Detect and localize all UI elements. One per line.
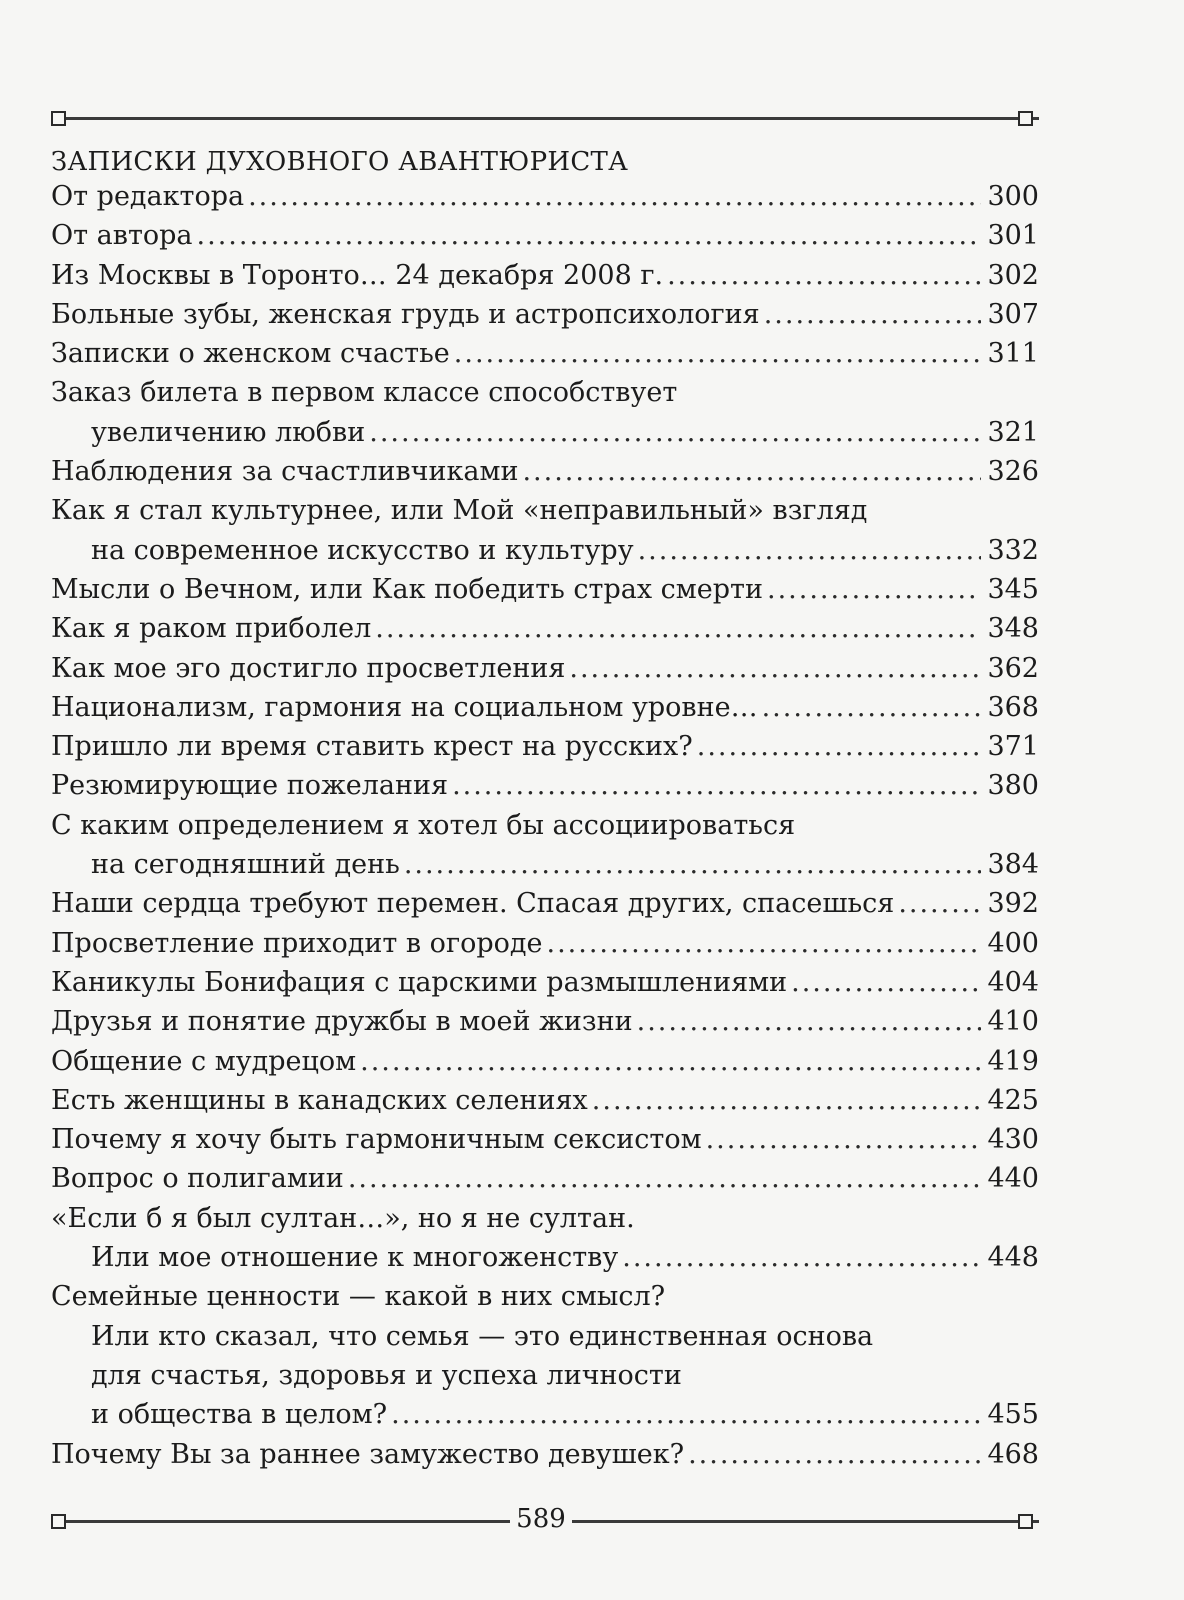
- toc-entry-title: Резюмирующие пожелания: [51, 770, 449, 802]
- top-left-ornament: [51, 111, 66, 126]
- toc-entry: [51, 770, 1039, 809]
- toc-entry-page: 410: [987, 1006, 1039, 1038]
- dot-leader: [764, 299, 982, 330]
- toc-entry-title: «Если б я был султан…», но я не султан.: [51, 1202, 635, 1234]
- toc-entry-page: 468: [987, 1438, 1039, 1470]
- toc-entry: [51, 1006, 1039, 1045]
- toc-entry-title: С каким определением я хотел бы ассоциироваться: [51, 809, 796, 841]
- toc-entry-page: 300: [987, 181, 1039, 212]
- toc-entry-title: для счастья, здоровья и успеха личности: [91, 1359, 682, 1391]
- dot-leader: [569, 653, 981, 684]
- toc-entry: [51, 417, 1039, 456]
- toc-entry-page: 430: [987, 1124, 1039, 1156]
- toc-entry: [51, 1046, 1039, 1085]
- toc-entry: [51, 1124, 1039, 1163]
- toc-entry-title: Пришло ли время ставить крест на русских?: [51, 731, 693, 763]
- toc-entry: [51, 220, 1039, 259]
- toc-entry-title: и общества в целом?: [91, 1399, 388, 1431]
- toc-entry-title: на современное искусство и культуру: [91, 534, 634, 566]
- toc-entry: [51, 1281, 1039, 1320]
- dot-leader: [898, 888, 981, 919]
- bottom-left-ornament: [51, 1514, 66, 1529]
- toc-entry: [51, 928, 1039, 967]
- toc-entry: [51, 181, 1039, 220]
- toc-entry-title: Из Москвы в Торонто… 24 декабря 2008 г.: [51, 259, 664, 291]
- toc-entry-page: 380: [987, 770, 1039, 802]
- toc-entry-page: 301: [987, 220, 1039, 252]
- toc-entry-page: 326: [987, 456, 1039, 488]
- toc-entry-title: Вопрос о полигамии: [51, 1163, 344, 1195]
- dot-leader: [637, 1006, 982, 1037]
- toc-entry-page: 345: [987, 573, 1039, 605]
- toc-entry-page: 302: [987, 259, 1039, 291]
- toc-entry-title: Каникулы Бонифация с царскими размышлениями: [51, 966, 788, 998]
- dot-leader: [369, 417, 981, 448]
- toc-entry: [51, 888, 1039, 927]
- top-rule: [57, 117, 1039, 120]
- toc-entry: [51, 377, 1039, 416]
- dot-leader: [197, 220, 982, 251]
- dot-leader: [688, 1439, 981, 1470]
- top-right-ornament: [1018, 111, 1033, 126]
- toc-entry: [51, 692, 1039, 731]
- toc-entry-title: на сегодняшний день: [91, 849, 400, 881]
- toc-entry: [51, 1360, 1039, 1399]
- toc-entry-title: От автора: [51, 220, 193, 252]
- toc-entry-page: 419: [987, 1045, 1039, 1077]
- toc-entry: [51, 1321, 1039, 1360]
- toc-entry: [51, 338, 1039, 377]
- dot-leader: [375, 613, 981, 644]
- dot-leader: [452, 770, 981, 801]
- bottom-right-ornament: [1018, 1514, 1033, 1529]
- toc-entry: [51, 613, 1039, 652]
- toc-entry: [51, 574, 1039, 613]
- toc-entry: [51, 967, 1039, 1006]
- toc-entry-title: Общение с мудрецом: [51, 1045, 357, 1077]
- toc-entry-title: Семейные ценности — какой в них смысл?: [51, 1281, 666, 1313]
- toc-entry-page: 311: [987, 338, 1039, 370]
- toc-entry-page: 332: [987, 534, 1039, 566]
- dot-leader: [391, 1399, 981, 1430]
- dot-leader: [360, 1046, 981, 1077]
- dot-leader: [638, 535, 982, 566]
- toc-entry-page: 448: [987, 1242, 1039, 1274]
- dot-leader: [522, 456, 981, 487]
- section-title: ЗАПИСКИ ДУХОВНОГО АВАНТЮРИСТА: [51, 147, 629, 177]
- toc-entry-title: Друзья и понятие дружбы в моей жизни: [51, 1006, 633, 1038]
- toc-entry-title: Как мое эго достигло просветления: [51, 652, 566, 684]
- dot-leader: [667, 260, 981, 291]
- toc-entry: [51, 1439, 1039, 1478]
- toc-entry-title: Больные зубы, женская грудь и астропсихология: [51, 298, 760, 330]
- toc-entry-title: Почему Вы за раннее замужество девушек?: [51, 1438, 685, 1470]
- table-of-contents: [51, 181, 1039, 1478]
- toc-entry: [51, 1242, 1039, 1281]
- toc-entry-page: 440: [987, 1163, 1039, 1195]
- dot-leader: [762, 692, 982, 723]
- toc-entry-title: От редактора: [51, 181, 245, 212]
- toc-entry-page: 384: [987, 849, 1039, 881]
- dot-leader: [697, 731, 982, 762]
- dot-leader: [454, 338, 982, 369]
- toc-entry-title: Наши сердца требуют перемен. Спасая других, спасешься: [51, 888, 895, 920]
- toc-entry-page: 371: [987, 731, 1039, 763]
- toc-entry-page: 348: [987, 613, 1039, 645]
- toc-entry-page: 455: [987, 1399, 1039, 1431]
- dot-leader: [546, 928, 981, 959]
- dot-leader: [706, 1124, 982, 1155]
- toc-entry-title: Заказ билета в первом классе способствует: [51, 377, 678, 409]
- toc-entry-page: 400: [987, 927, 1039, 959]
- toc-entry: [51, 1203, 1039, 1242]
- toc-entry: [51, 810, 1039, 849]
- toc-entry: [51, 1085, 1039, 1124]
- toc-entry: [51, 495, 1039, 534]
- dot-leader: [404, 849, 982, 880]
- toc-entry-title: Почему я хочу быть гармоничным сексистом: [51, 1124, 702, 1156]
- toc-entry-page: 362: [987, 652, 1039, 684]
- toc-entry-page: 404: [987, 966, 1039, 998]
- toc-entry: [51, 456, 1039, 495]
- toc-entry: [51, 653, 1039, 692]
- toc-entry-title: Как я раком приболел: [51, 613, 372, 645]
- toc-entry-title: Записки о женском счастье: [51, 338, 450, 370]
- toc-entry: [51, 1163, 1039, 1202]
- toc-entry-title: Просветление приходит в огороде: [51, 927, 543, 959]
- toc-entry-title: Национализм, гармония на социальном уровне…: [51, 691, 758, 723]
- toc-entry: [51, 1399, 1039, 1438]
- toc-entry: [51, 535, 1039, 574]
- page-number: 589: [510, 1504, 572, 1534]
- dot-leader: [622, 1242, 981, 1273]
- toc-entry: [51, 849, 1039, 888]
- toc-entry-title: Мысли о Вечном, или Как победить страх смерти: [51, 573, 763, 605]
- toc-entry: [51, 260, 1039, 299]
- toc-entry-title: увеличению любви: [91, 416, 366, 448]
- toc-entry-title: Есть женщины в канадских селениях: [51, 1084, 588, 1116]
- toc-entry-title: Или мое отношение к многоженству: [91, 1242, 619, 1274]
- toc-entry: [51, 299, 1039, 338]
- dot-leader: [248, 181, 981, 212]
- toc-entry-page: 425: [987, 1084, 1039, 1116]
- toc-entry: [51, 731, 1039, 770]
- dot-leader: [592, 1085, 982, 1116]
- toc-entry-page: 307: [987, 298, 1039, 330]
- toc-entry-page: 368: [987, 691, 1039, 723]
- toc-entry-title: Наблюдения за счастливчиками: [51, 456, 519, 488]
- dot-leader: [348, 1163, 982, 1194]
- dot-leader: [767, 574, 981, 605]
- toc-entry-title: Как я стал культурнее, или Мой «неправильный» взгляд: [51, 495, 868, 527]
- toc-entry-page: 392: [987, 888, 1039, 920]
- dot-leader: [791, 967, 981, 998]
- toc-entry-page: 321: [987, 416, 1039, 448]
- toc-entry-title: Или кто сказал, что семья — это единственная основа: [91, 1320, 874, 1352]
